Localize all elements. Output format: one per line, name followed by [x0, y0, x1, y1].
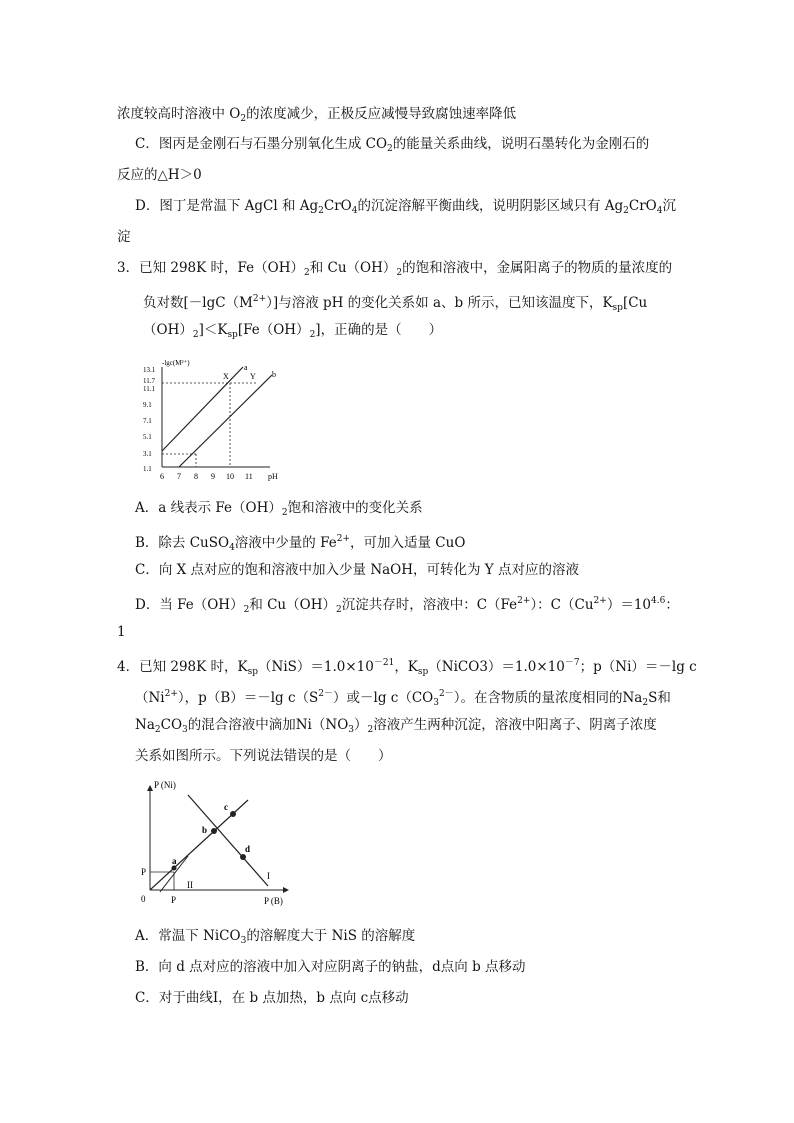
q4-stem-line-3 — [135, 715, 657, 740]
text: ） — [354, 717, 368, 733]
q3-point-y: Y — [250, 372, 256, 381]
q3-xtick: 11 — [245, 472, 253, 481]
q4-point-b — [211, 828, 217, 834]
text: ]＜K — [198, 322, 228, 338]
q3-x-label: pH — [268, 472, 278, 481]
q3-label-a: a — [244, 363, 248, 372]
text: 1 — [117, 624, 126, 640]
q4-y-label: P (Ni) — [154, 780, 176, 790]
text: D．当 Fe（OH） — [135, 597, 244, 613]
text: ]，正确的是（ ） — [315, 322, 443, 338]
q3-xtick: 7 — [177, 472, 181, 481]
text: B．向 d 点对应的溶液中加入对应阴离子的钠盐，d点向 b 点移动 — [135, 959, 526, 975]
q4-option-a — [135, 926, 415, 951]
text: 3．已知 298K 时，Fe（OH） — [117, 260, 304, 276]
text: CrO — [323, 198, 352, 214]
q4-label-a: a — [172, 856, 177, 866]
q3-ytick: 1.1 — [143, 465, 152, 473]
superscript: 2+ — [164, 689, 178, 699]
intro-option-d-cont — [117, 227, 131, 247]
text: ）＝10 — [606, 597, 652, 613]
subscript: 2 — [335, 605, 342, 615]
q4-label-c: c — [224, 802, 228, 812]
q3-option-d — [135, 591, 679, 620]
q4-chart — [138, 778, 298, 913]
text: S和 — [648, 690, 671, 706]
subscript: 2 — [243, 605, 250, 615]
subscript: 3 — [433, 698, 439, 708]
superscript: －7 — [564, 658, 580, 668]
q4-p-x: P — [171, 895, 177, 905]
superscript: 4.6 — [651, 596, 666, 606]
q3-option-d-cont — [117, 622, 126, 642]
q4-stem-line-2 — [135, 684, 671, 713]
q4-stem-line-1 — [117, 653, 697, 682]
text: C．对于曲线Ⅰ，在 b 点加热，b 点向 c点移动 — [135, 990, 409, 1006]
text: 反应的△H＞0 — [117, 167, 202, 183]
subscript: 2 — [623, 206, 629, 216]
subscript: sp — [417, 667, 429, 677]
text: ）。在含物质的量浓度相同的Na — [453, 690, 643, 706]
subscript: 2 — [642, 698, 649, 708]
text: 4．已知 298K 时，K — [117, 659, 248, 675]
q4-option-c — [135, 988, 409, 1008]
text: ）：C（Cu — [530, 597, 594, 613]
superscript: 2+ — [336, 534, 350, 544]
text: 的混合溶液中滴加Ni（NO — [187, 717, 349, 733]
text: 和 Cu（OH） — [249, 597, 336, 613]
subscript: 3 — [348, 725, 354, 735]
q3-xtick: 9 — [211, 472, 215, 481]
q3-ytick: 7.1 — [143, 417, 152, 425]
text: ；p（Ni）＝－lg c — [579, 659, 697, 675]
q3-option-c — [135, 560, 579, 580]
subscript: 2 — [318, 206, 324, 216]
q3-ytick: 5.1 — [143, 433, 152, 441]
q3-point-x: X — [223, 372, 229, 381]
text: ，K — [394, 659, 418, 675]
text: ，可加入适量 CuO — [350, 535, 466, 551]
text: ）]与溶液 pH 的变化关系如 a、b 所示，已知该温度下，K — [266, 295, 613, 311]
subscript: 2 — [154, 725, 161, 735]
q4-option-b — [135, 957, 526, 977]
text: 和 Cu（OH） — [309, 260, 397, 276]
intro-option-d — [135, 196, 676, 221]
text: A．常温下 NiCO — [135, 928, 241, 944]
q4-label-curve-i: I — [267, 871, 270, 881]
q3-stem-line-1 — [117, 258, 672, 283]
superscript: 2+ — [593, 596, 607, 606]
q4-origin: 0 — [141, 894, 146, 904]
text: B．除去 CuSO — [135, 535, 230, 551]
q3-line-a — [162, 367, 243, 451]
superscript: －21 — [373, 658, 395, 668]
subscript: 2 — [387, 144, 393, 154]
q4-label-curve-ii: II — [187, 880, 193, 890]
text: 溶液产生两种沉淀，溶液中阳离子、阴离子浓度 — [373, 717, 657, 733]
text: ），p（B）＝－lg c（S — [177, 690, 319, 706]
subscript: 2 — [396, 268, 403, 278]
text: 的沉淀溶解平衡曲线，说明阴影区域只有 Ag — [357, 198, 624, 214]
intro-option-c-cont — [117, 165, 202, 185]
subscript: 3 — [182, 725, 188, 735]
text: 沉淀共存时，溶液中：C（Fe — [341, 597, 518, 613]
subscript: sp — [247, 667, 259, 677]
subscript: sp — [612, 303, 623, 313]
subscript: 4 — [656, 206, 663, 216]
text: CrO — [628, 198, 657, 214]
subscript: 2 — [281, 508, 288, 518]
text: ）或－lg c（CO — [333, 690, 434, 706]
q3-option-b — [135, 529, 465, 558]
q4-stem-line-4 — [135, 746, 392, 766]
text: （OH） — [143, 322, 193, 338]
subscript: 4 — [229, 543, 235, 553]
text: （NiS）＝1.0×10 — [258, 659, 374, 675]
q3-xtick: 6 — [160, 472, 164, 481]
text: 的能量关系曲线，说明石墨转化为金刚石的 — [392, 136, 650, 152]
subscript: 2 — [309, 330, 316, 340]
q4-x-label: P (B) — [264, 896, 283, 906]
text: D．图丁是常温下 AgCl 和 Ag — [135, 198, 319, 214]
text: 沉 — [662, 198, 676, 214]
q4-p-y: P — [141, 867, 147, 877]
text: 饱和溶液中的变化关系 — [287, 500, 423, 516]
text: C．图丙是金刚石与石墨分别氧化生成 CO — [135, 136, 388, 152]
q4-point-a — [172, 866, 177, 871]
text: 淀 — [117, 229, 131, 245]
text: 溶液中少量的 Fe — [234, 535, 337, 551]
q4-point-c — [230, 811, 236, 817]
q3-stem-line-2 — [143, 289, 647, 318]
q4-point-d — [240, 854, 246, 860]
subscript: 2 — [192, 330, 199, 340]
text: [Cu — [622, 295, 648, 311]
text: 浓度较高时溶液中 O — [117, 106, 241, 122]
subscript: 2 — [367, 725, 374, 735]
text: Na — [135, 717, 155, 733]
subscript: 3 — [240, 936, 247, 946]
subscript: sp — [227, 330, 238, 340]
text: C．向 X 点对应的饱和溶液中加入少量 NaOH，可转化为 Y 点对应的溶液 — [135, 562, 580, 578]
q3-ytick: 11.1 — [143, 385, 155, 393]
text: 关系如图所示。下列说法错误的是（ ） — [135, 748, 392, 764]
q4-curve-i — [188, 795, 268, 886]
superscript: 2+ — [252, 294, 267, 304]
q3-option-a — [135, 498, 423, 523]
intro-line-1 — [117, 104, 516, 129]
text: A．a 线表示 Fe（OH） — [135, 500, 282, 516]
text: ： — [665, 597, 679, 613]
text: （NiCO3）＝1.0×10 — [428, 659, 565, 675]
q3-label-b: b — [272, 370, 276, 379]
text: 的溶解度大于 NiS 的溶解度 — [246, 928, 416, 944]
text: 的浓度减少，正极反应减慢导致腐蚀速率降低 — [246, 106, 517, 122]
q4-label-b: b — [202, 825, 208, 835]
q3-xtick: 10 — [226, 472, 234, 481]
q3-line-b — [179, 375, 272, 467]
superscript: 2－ — [438, 689, 454, 699]
q3-ytick: 13.1 — [143, 366, 156, 374]
superscript: 2+ — [517, 596, 531, 606]
subscript: 2 — [240, 114, 247, 124]
subscript: 2 — [303, 268, 310, 278]
text: CO — [160, 717, 183, 733]
superscript: 2－ — [318, 689, 334, 699]
text: 负对数[－lgC（M — [143, 295, 253, 311]
q3-ytick: 9.1 — [143, 401, 152, 409]
q3-chart — [140, 355, 290, 485]
q3-xtick: 8 — [194, 472, 198, 481]
text: （Ni — [135, 690, 165, 706]
intro-option-c — [135, 134, 649, 159]
q3-ytick: 11.7 — [143, 377, 155, 385]
q3-ytick: 3.1 — [143, 450, 152, 458]
q3-y-label: -lgc(M²⁺) — [162, 359, 190, 367]
text: 的饱和溶液中，金属阳离子的物质的量浓度的 — [402, 260, 673, 276]
subscript: 4 — [351, 206, 358, 216]
q3-stem-line-3 — [143, 320, 442, 345]
q4-label-d: d — [245, 844, 251, 854]
text: [Fe（OH） — [237, 322, 310, 338]
